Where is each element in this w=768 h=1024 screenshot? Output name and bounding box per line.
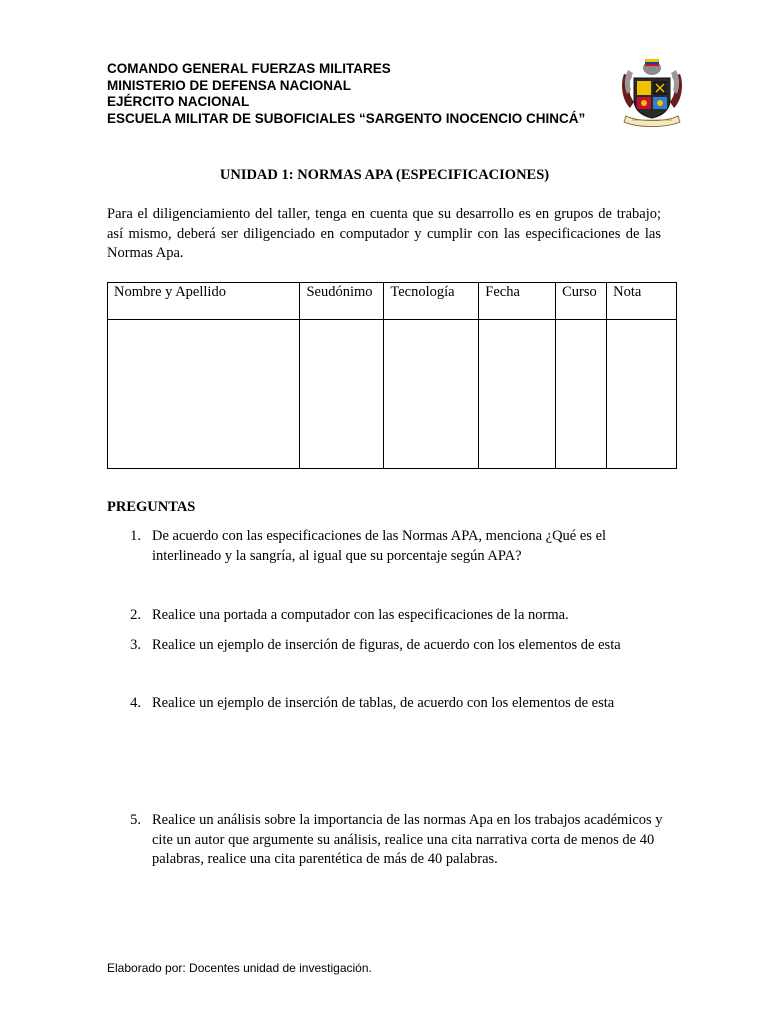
school-crest-icon (618, 56, 686, 128)
header-line-2: MINISTERIO DE DEFENSA NACIONAL (107, 77, 352, 93)
question-item-3 (125, 636, 665, 656)
header-nombre-apellido: Nombre y Apellido (108, 283, 300, 320)
cell-seudonimo (300, 320, 384, 469)
table-row (108, 320, 677, 469)
footer-credit: Elaborado por: Docentes unidad de investigación. (107, 961, 372, 975)
question-text: Realice un análisis sobre la importancia de las normas Apa en los trabajos académicos y cite un autor que argumente su análisis, realice una cita narrativa corta de menos de 40 palabras, realice una cita parentética de más de 40 palabras. (152, 812, 663, 867)
question-number: 2. (130, 607, 141, 623)
question-text: Realice un ejemplo de inserción de tablas, de acuerdo con los elementos de esta (152, 695, 615, 711)
intro-paragraph: Para el diligenciamiento del taller, tenga en cuenta que su desarrollo es en grupos de trabajo; así mismo, deberá ser diligenciado en computador y cumplir con las especificaciones de las Normas Apa. (107, 206, 661, 261)
question-number: 4. (130, 695, 141, 711)
header-line-1: COMANDO GENERAL FUERZAS MILITARES (107, 61, 391, 76)
page-title: UNIDAD 1: NORMAS APA (ESPECIFICACIONES) (219, 167, 550, 183)
header-fecha: Fecha (479, 283, 556, 320)
header-seudonimo: Seudónimo (300, 283, 384, 320)
question-number: 5. (130, 812, 141, 828)
header-line-4: ESCUELA MILITAR DE SUBOFICIALES “SARGENTO INOCENCIO CHINCÁ” (107, 110, 586, 126)
document-header (107, 61, 585, 127)
cell-nota (607, 320, 677, 469)
question-item-5 (125, 811, 665, 870)
cell-nombre-apellido (108, 320, 300, 469)
question-number: 3. (130, 637, 141, 653)
cell-curso (556, 320, 607, 469)
question-item-2 (125, 606, 665, 626)
header-curso: Curso (556, 283, 607, 320)
question-text: De acuerdo con las especificaciones de las Normas APA, menciona ¿Qué es el interlineado y la sangría, al igual que su porcentaje según APA? (152, 528, 607, 564)
header-tecnologia: Tecnología (384, 283, 479, 320)
question-item-1 (125, 527, 665, 566)
cell-tecnologia (384, 320, 479, 469)
question-item-4 (125, 694, 665, 714)
question-number: 1. (130, 528, 141, 544)
student-info-table (107, 282, 677, 469)
header-line-3: EJÉRCITO NACIONAL (107, 94, 250, 109)
header-nota: Nota (607, 283, 677, 320)
questions-heading: PREGUNTAS (107, 499, 196, 515)
cell-fecha (479, 320, 556, 469)
question-text: Realice un ejemplo de inserción de figuras, de acuerdo con los elementos de esta (152, 637, 621, 653)
question-text: Realice una portada a computador con las especificaciones de la norma. (152, 607, 569, 623)
